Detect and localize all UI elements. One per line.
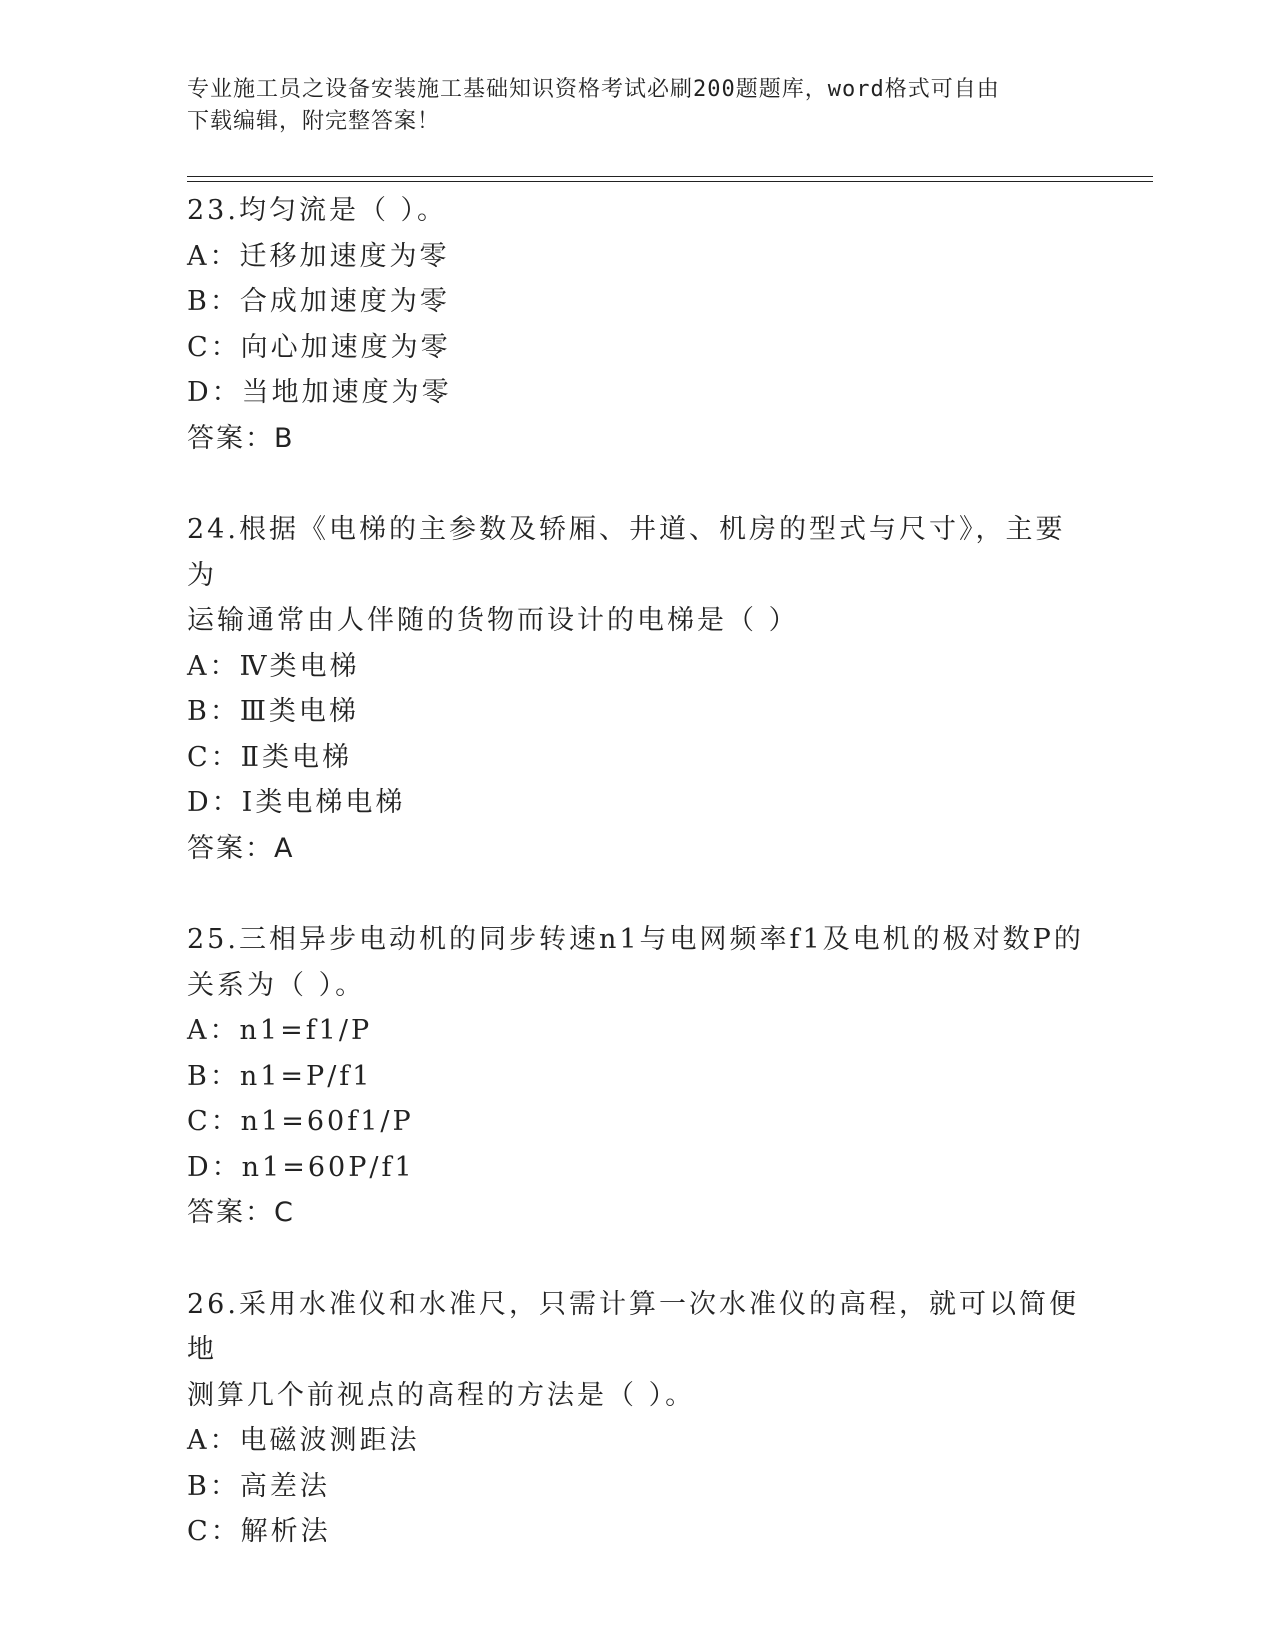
question-stem-line-1: 25.三相异步电动机的同步转速n1与电网频率f1及电机的极对数P的 xyxy=(187,924,1084,955)
question-gap xyxy=(187,1236,1087,1282)
answer-label: 答案：B xyxy=(187,422,295,454)
option-a: A：电磁波测距法 xyxy=(187,1425,420,1456)
question-stem-line-2: 运输通常由人伴随的货物而设计的电梯是（ ） xyxy=(187,605,799,636)
header-line-1: 专业施工员之设备安装施工基础知识资格考试必刷200题题库，word格式可自由 xyxy=(187,77,1000,102)
question-gap xyxy=(187,461,1087,507)
question-24 xyxy=(187,507,1087,871)
option-b: B：Ⅲ类电梯 xyxy=(187,696,359,727)
header-rule-bottom xyxy=(187,181,1153,182)
option-d: D：当地加速度为零 xyxy=(187,377,452,408)
question-stem-line-1: 26.采用水准仪和水准尺，只需计算一次水准仪的高程，就可以简便地 xyxy=(187,1288,1079,1365)
question-stem: 23.均匀流是（ ）。 xyxy=(187,195,448,226)
option-b: B：高差法 xyxy=(187,1470,330,1502)
question-25 xyxy=(187,917,1087,1236)
answer-label: 答案：A xyxy=(187,832,295,864)
question-26 xyxy=(187,1282,1087,1555)
option-a: A：迁移加速度为零 xyxy=(187,240,450,272)
option-b: B：合成加速度为零 xyxy=(187,286,450,317)
question-23 xyxy=(187,188,1087,461)
question-stem-line-2: 测算几个前视点的高程的方法是（ ）。 xyxy=(187,1379,696,1411)
option-d: D：Ⅰ类电梯电梯 xyxy=(187,787,406,818)
option-d: D：n1=60P/f1 xyxy=(187,1151,415,1183)
option-c: C：向心加速度为零 xyxy=(187,331,451,363)
answer-label: 答案：C xyxy=(187,1197,295,1228)
option-a: A：Ⅳ类电梯 xyxy=(187,650,360,682)
option-a: A：n1=f1/P xyxy=(187,1015,373,1046)
option-c: C：n1=60f1/P xyxy=(187,1106,414,1137)
option-b: B：n1=P/f1 xyxy=(187,1060,373,1092)
question-gap xyxy=(187,871,1087,917)
question-list xyxy=(187,188,1087,1555)
question-stem-line-1: 24.根据《电梯的主参数及轿厢、井道、机房的型式与尺寸》，主要为 xyxy=(187,514,1066,591)
option-c: C：解析法 xyxy=(187,1516,331,1547)
document-header xyxy=(187,74,1067,138)
option-c: C：Ⅱ类电梯 xyxy=(187,741,353,773)
header-rule-top xyxy=(187,176,1153,177)
question-stem-line-2: 关系为（ ）。 xyxy=(187,969,366,1001)
header-line-2: 下载编辑，附完整答案！ xyxy=(187,109,441,134)
